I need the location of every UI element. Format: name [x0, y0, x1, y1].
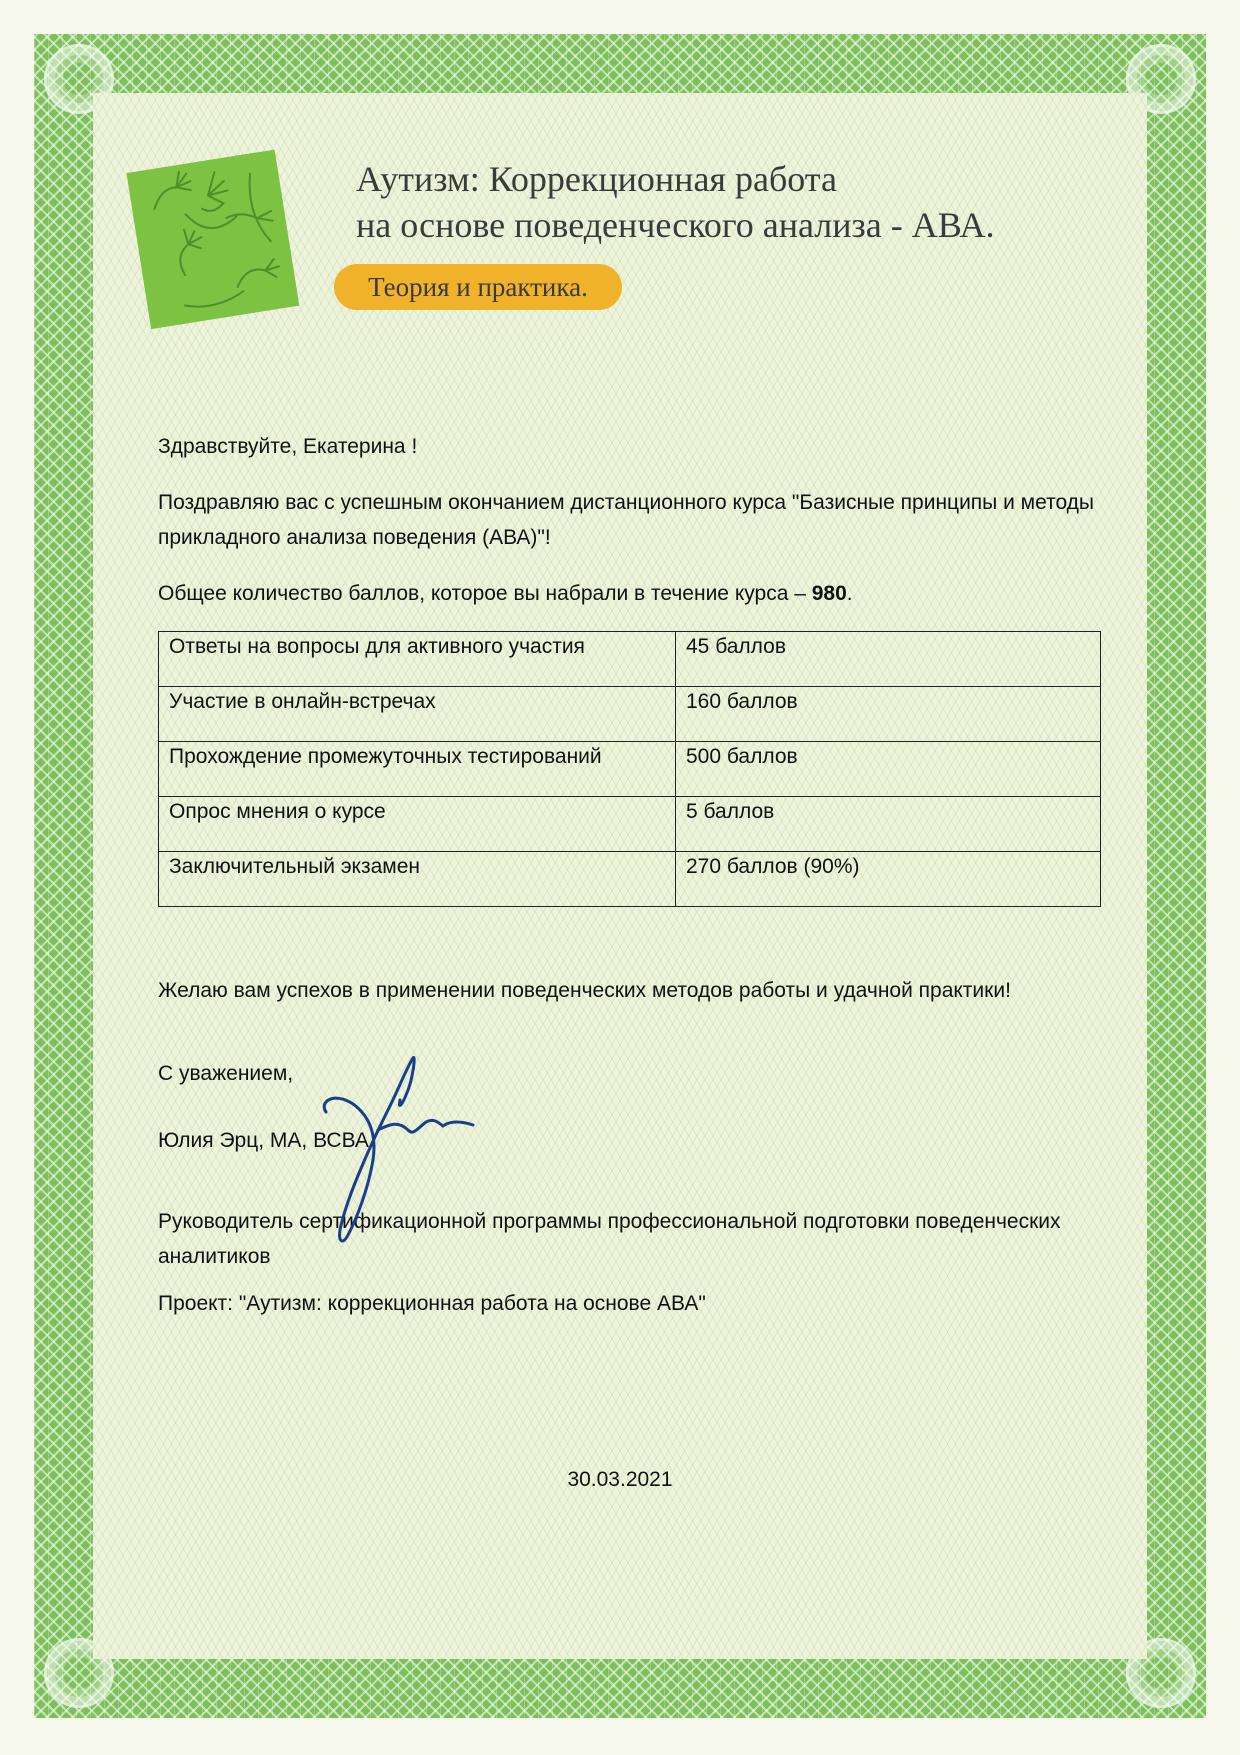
letter-intro [158, 429, 1108, 611]
wish-text: Желаю вам успехов в применении поведенческих методов работы и удачной практики! [158, 979, 1011, 1002]
letter-closing [158, 973, 1108, 1321]
score-points-cell: 5 баллов [676, 797, 1101, 852]
subtitle-badge: Теория и практика. [334, 264, 622, 310]
score-points-cell: 500 баллов [676, 742, 1101, 797]
signer-position: Руководитель сертификационной программы профессиональной подготовки поведенческих аналитиков [158, 1210, 1061, 1268]
total-score-suffix: . [846, 582, 853, 605]
course-title-line: Аутизм: Коррекционная работа [356, 159, 837, 199]
regards: С уважением, [158, 1062, 294, 1085]
table-row [159, 687, 1101, 742]
score-item-cell: Ответы на вопросы для активного участия [159, 632, 676, 687]
handwritten-signature [318, 1050, 488, 1255]
score-item-cell: Прохождение промежуточных тестирований [159, 742, 676, 797]
score-table [158, 631, 1101, 907]
table-row [159, 852, 1101, 907]
score-item-cell: Заключительный экзамен [159, 852, 676, 907]
score-points-cell: 270 баллов (90%) [676, 852, 1101, 907]
score-points-cell: 45 баллов [676, 632, 1101, 687]
table-row [159, 632, 1101, 687]
project-logo [120, 140, 310, 345]
total-score-value: 980 [811, 582, 847, 605]
total-score-label: Общее количество баллов, которое вы набрали в течение курса – [158, 582, 812, 605]
project-name: Проект: "Аутизм: коррекционная работа на основе АВА" [158, 1292, 706, 1315]
table-row [159, 797, 1101, 852]
table-row [159, 742, 1101, 797]
signer-name: Юлия Эрц, МА, ВСВА [158, 1129, 369, 1152]
greeting: Здравствуйте, Екатерина ! [158, 435, 418, 458]
score-item-cell: Участие в онлайн-встречах [159, 687, 676, 742]
date: 30.03.2021 [567, 1468, 673, 1491]
total-score-line [158, 576, 1108, 611]
congratulation-text: Поздравляю вас с успешным окончанием дистанционного курса "Базисные принципы и методы прикладного анализа поведения (АВА)"! [158, 491, 1095, 549]
course-title [356, 156, 994, 248]
course-title-line: на основе поведенческого анализа - АВА. [356, 205, 995, 245]
score-points-cell: 160 баллов [676, 687, 1101, 742]
score-item-cell: Опрос мнения о курсе [159, 797, 676, 852]
